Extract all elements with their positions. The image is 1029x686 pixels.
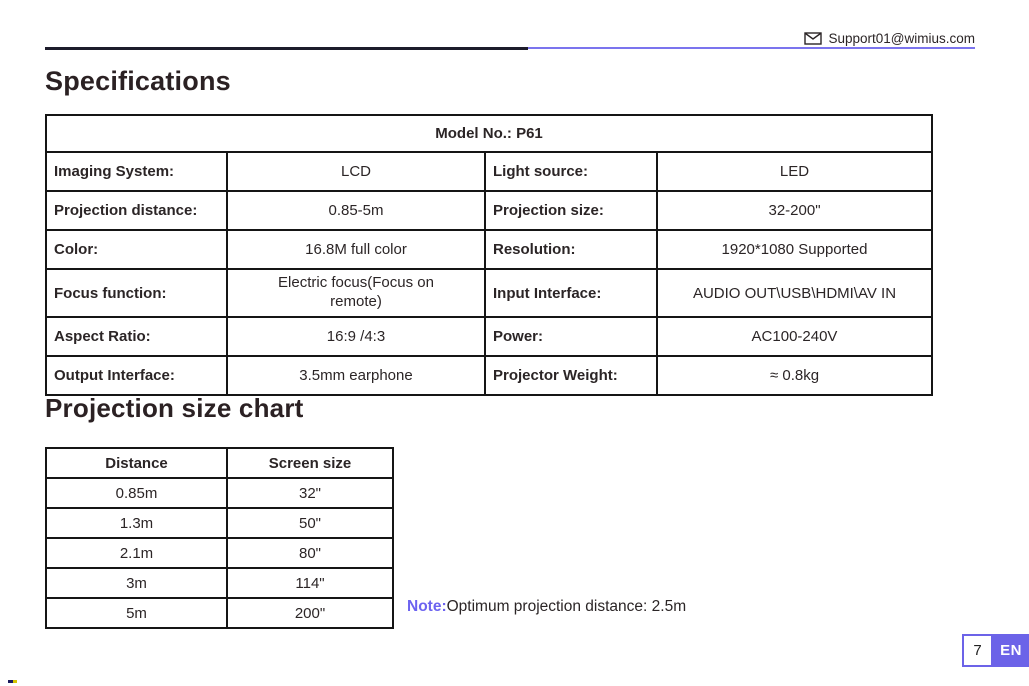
table-row bbox=[46, 538, 393, 568]
spec-value: 32-200" bbox=[657, 191, 932, 230]
spec-value: Electric focus(Focus on remote) bbox=[227, 269, 485, 317]
spec-label: Light source: bbox=[485, 152, 657, 191]
spec-value: 3.5mm earphone bbox=[227, 356, 485, 395]
spec-label: Imaging System: bbox=[46, 152, 227, 191]
table-row bbox=[46, 598, 393, 628]
specifications-table bbox=[45, 114, 933, 396]
table-row bbox=[46, 317, 932, 356]
spec-label: Input Interface: bbox=[485, 269, 657, 317]
spec-label: Power: bbox=[485, 317, 657, 356]
spec-label: Output Interface: bbox=[46, 356, 227, 395]
screen-size-cell: 114" bbox=[227, 568, 393, 598]
table-row bbox=[46, 269, 932, 317]
table-row bbox=[46, 152, 932, 191]
spec-label: Projection size: bbox=[485, 191, 657, 230]
table-row bbox=[46, 230, 932, 269]
header-divider-dark bbox=[45, 47, 528, 50]
spec-label: Aspect Ratio: bbox=[46, 317, 227, 356]
spec-value: 16:9 /4:3 bbox=[227, 317, 485, 356]
distance-cell: 5m bbox=[46, 598, 227, 628]
page-badge bbox=[962, 634, 1029, 667]
table-row bbox=[46, 356, 932, 395]
header-divider-accent bbox=[528, 47, 975, 49]
table-header-row bbox=[46, 448, 393, 478]
note bbox=[407, 598, 686, 616]
support-email-link[interactable] bbox=[804, 31, 975, 46]
spec-value: 0.85-5m bbox=[227, 191, 485, 230]
language-badge: EN bbox=[993, 634, 1029, 667]
spec-label: Projector Weight: bbox=[485, 356, 657, 395]
spec-label: Projection distance: bbox=[46, 191, 227, 230]
table-row bbox=[46, 191, 932, 230]
envelope-icon bbox=[804, 32, 822, 45]
table-row bbox=[46, 478, 393, 508]
table-row bbox=[46, 115, 932, 152]
spec-label: Resolution: bbox=[485, 230, 657, 269]
spec-value: AUDIO OUT\USB\HDMI\AV IN bbox=[657, 269, 932, 317]
distance-cell: 1.3m bbox=[46, 508, 227, 538]
screen-size-cell: 80" bbox=[227, 538, 393, 568]
header-divider bbox=[45, 47, 975, 50]
column-header-distance: Distance bbox=[46, 448, 227, 478]
note-text: Optimum projection distance: 2.5m bbox=[446, 598, 687, 615]
spec-value: LED bbox=[657, 152, 932, 191]
spec-value: AC100-240V bbox=[657, 317, 932, 356]
screen-size-cell: 200" bbox=[227, 598, 393, 628]
projection-size-chart-title: Projection size chart bbox=[45, 393, 304, 423]
support-email-text: Support01@wimius.com bbox=[828, 31, 975, 46]
distance-cell: 0.85m bbox=[46, 478, 227, 508]
note-label: Note: bbox=[407, 598, 447, 615]
projection-size-table bbox=[45, 447, 394, 629]
spec-value: ≈ 0.8kg bbox=[657, 356, 932, 395]
screen-size-cell: 32" bbox=[227, 478, 393, 508]
spec-value: 1920*1080 Supported bbox=[657, 230, 932, 269]
screen-size-cell: 50" bbox=[227, 508, 393, 538]
spec-label: Color: bbox=[46, 230, 227, 269]
column-header-screen-size: Screen size bbox=[227, 448, 393, 478]
table-row bbox=[46, 568, 393, 598]
model-number-cell: Model No.: P61 bbox=[46, 115, 932, 152]
specifications-title: Specifications bbox=[45, 66, 231, 96]
page-corner-artifact bbox=[8, 680, 17, 683]
distance-cell: 3m bbox=[46, 568, 227, 598]
table-row bbox=[46, 508, 393, 538]
spec-value: LCD bbox=[227, 152, 485, 191]
spec-label: Focus function: bbox=[46, 269, 227, 317]
spec-value: 16.8M full color bbox=[227, 230, 485, 269]
distance-cell: 2.1m bbox=[46, 538, 227, 568]
page-number: 7 bbox=[962, 634, 993, 667]
